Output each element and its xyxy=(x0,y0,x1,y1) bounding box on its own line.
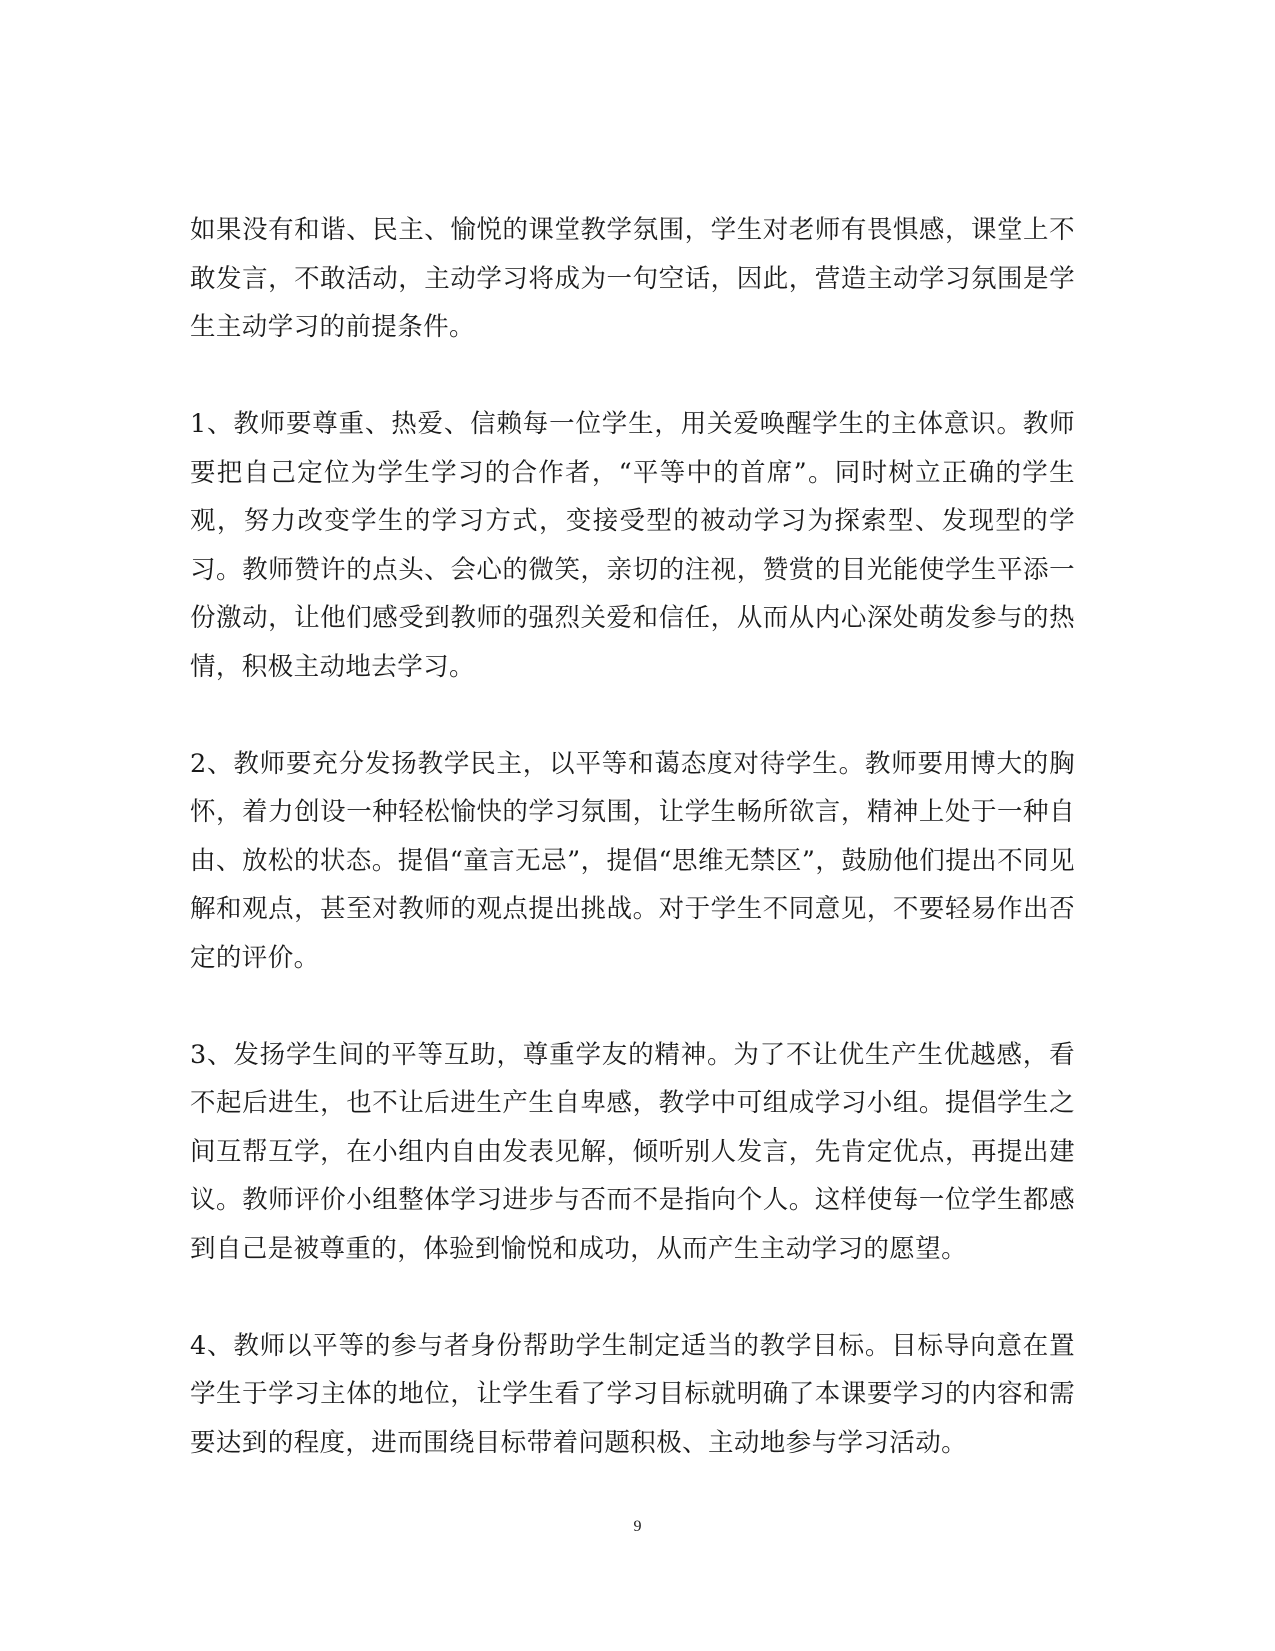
paragraph-point-4: 4、教师以平等的参与者身份帮助学生制定适当的教学目标。目标导向意在置学生于学习主体的地位，让学生看了学习目标就明确了本课要学习的内容和需要达到的程度，进而围绕目标带着问题积极、主动地参与学习活动。 xyxy=(190,1330,1075,1458)
paragraph-intro: 如果没有和谐、民主、愉悦的课堂教学氛围，学生对老师有畏惧感，课堂上不敢发言，不敢活动，主动学习将成为一句空话，因此，营造主动学习氛围是学生主动学习的前提条件。 xyxy=(190,215,1075,342)
paragraph-point-1: 1、教师要尊重、热爱、信赖每一位学生，用关爱唤醒学生的主体意识。教师要把自己定位为学生学习的合作者，“平等中的首席”。同时树立正确的学生观，努力改变学生的学习方式，变接受型的被动学习为探索型、发现型的学习。教师赞许的点头、会心的微笑，亲切的注视，赞赏的目光能使学生平添一份激动，让他们感受到教师的强烈关爱和信任，从而从内心深处萌发参与的热情，积极主动地去学习。 xyxy=(190,409,1075,682)
body-text xyxy=(190,206,1075,1467)
paragraph-point-3: 3、发扬学生间的平等互助，尊重学友的精神。为了不让优生产生优越感，看不起后进生，也不让后进生产生自卑感，教学中可组成学习小组。提倡学生之间互帮互学，在小组内自由发表见解，倾听别人发言，先肯定优点，再提出建议。教师评价小组整体学习进步与否而不是指向个人。这样使每一位学生都感到自己是被尊重的，体验到愉悦和成功，从而产生主动学习的愿望。 xyxy=(190,1039,1075,1264)
page-number: 9 xyxy=(633,1518,642,1535)
paragraph-point-2: 2、教师要充分发扬教学民主，以平等和蔼态度对待学生。教师要用博大的胸怀，着力创设一种轻松愉快的学习氛围，让学生畅所欲言，精神上处于一种自由、放松的状态。提倡“童言无忌”，提倡“思维无禁区”，鼓励他们提出不同见解和观点，甚至对教师的观点提出挑战。对于学生不同意见，不要轻易作出否定的评价。 xyxy=(190,748,1075,973)
